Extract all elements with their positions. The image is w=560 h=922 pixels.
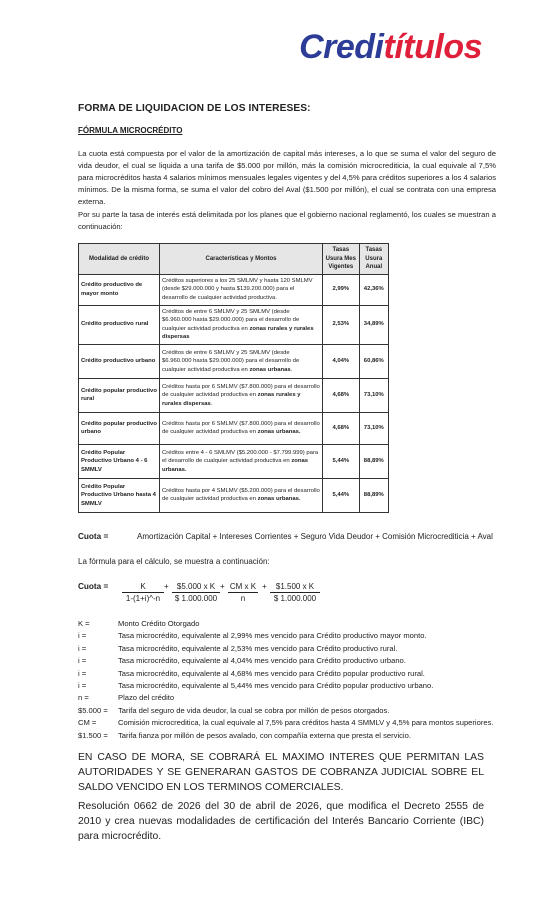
- table-row: [79, 478, 389, 512]
- plus-sign: +: [262, 582, 267, 591]
- table-row: [79, 344, 389, 378]
- variable-description: Tasa microcrédito, equivalente al 4,04% mes vencido para Crédito productivo urbano.: [118, 656, 406, 666]
- description-text: Créditos de entre 6 SMLMV y 25 SMLMV (desde $6.960.000 hasta $29.000.000) para el desarrollo de cualquier actividad productiva en: [162, 308, 300, 332]
- header-tasa-anual: Tasas Usura Anual: [359, 244, 388, 275]
- intro-paragraph: La cuota está compuesta por el valor de la amortización de capital más intereses, a lo que se suma el valor del seguro de vida deudor, el cual se liquida a una tarifa de $5.000 por millón, más la comisión microcrediticia, la cual equivale al 7,5% para microcréditos hasta 4 salarios mínimos mensuales legales vigentes y del 4,5% para créditos superiores a los 4 salarios mínimos. De la misma forma, se suma el valor del cobro del Aval ($1.500 por millón), el cual se contrata con una empresa externa.: [78, 149, 496, 206]
- description-cell: [160, 478, 323, 512]
- cuota-components: Amortización Capital + Intereses Corrientes + Seguro Vida Deudor + Comisión Microcrediticia + Aval: [137, 532, 493, 541]
- cuota-label-2: Cuota =: [78, 582, 109, 591]
- variable-description: Tasa microcrédito, equivalente al 2,53% mes vencido para Crédito productivo rural.: [118, 643, 398, 653]
- description-text: Créditos hasta por 6 SMLMV ($7.800.000) para el desarrollo de cualquier actividad productiva en: [162, 383, 320, 399]
- variable-row: [78, 655, 494, 667]
- variable-row: [78, 643, 494, 655]
- rate-month-cell: 4,04%: [323, 344, 360, 378]
- variable-row: [78, 668, 494, 680]
- modalidad-cell: Crédito popular productivo rural: [79, 378, 160, 412]
- description-zone: zonas urbanas: [249, 366, 291, 373]
- rate-month-cell: 4,68%: [323, 412, 360, 444]
- table-header-row: [79, 244, 389, 275]
- variable-row: [78, 630, 494, 642]
- variable-description: Plazo del crédito: [118, 693, 175, 703]
- table-row: [79, 274, 389, 305]
- variable-symbol: i =: [78, 656, 87, 666]
- description-zone: zonas urbanas.: [162, 458, 309, 473]
- term4-denominator: $ 1.000.000: [273, 594, 317, 603]
- header-modalidad: Modalidad de crédito: [79, 244, 160, 275]
- cuota-label-1: Cuota =: [78, 532, 109, 541]
- description-cell: [160, 378, 323, 412]
- rate-annual-cell: 42,36%: [359, 274, 388, 305]
- term-amortization: [122, 582, 164, 603]
- variable-row: [78, 680, 494, 692]
- description-cell: [160, 305, 323, 344]
- creditulos-logo: Creditítulos: [299, 28, 482, 66]
- variable-description: Monto Crédito Otorgado: [118, 619, 200, 628]
- rate-annual-cell: 88,89%: [359, 444, 388, 478]
- variable-row: [78, 730, 494, 742]
- description-tail: .: [290, 366, 293, 373]
- description-text: Créditos hasta por 4 SMLMV ($5.200.000) para el desarrollo de cualquier actividad productiva en: [162, 487, 320, 503]
- description-tail: .: [210, 400, 213, 407]
- rate-annual-cell: 73,10%: [359, 378, 388, 412]
- term3-denominator: n: [240, 594, 246, 603]
- description-cell: [160, 444, 323, 478]
- variable-description: Tasa microcrédito, equivalente al 2,99% mes vencido para Crédito productivo mayor monto.: [118, 631, 427, 641]
- variable-description: Tasa microcrédito, equivalente al 5,44% mes vencido para Crédito popular productivo urbano.: [118, 681, 434, 691]
- table-row: [79, 378, 389, 412]
- rates-intro-paragraph: Por su parte la tasa de interés está delimitada por los planes que el gobierno nacional reglamentó, los cuales se muestran a continuación:: [78, 210, 496, 231]
- resolution-notice: Resolución 0662 de 2026 del 30 de abril de 2026, que modifica el Decreto 2555 de 2010 y crea nuevas modalidades de certificación del Interés Bancario Corriente (IBC) para microcrédito.: [78, 801, 484, 843]
- variable-definitions: [78, 618, 494, 742]
- header-tasa-mes: Tasas Usura Mes Vigentes: [323, 244, 360, 275]
- page-title: FORMA DE LIQUIDACION DE LOS INTERESES:: [78, 103, 311, 114]
- formula-intro: La fórmula para el cálculo, se muestra a continuación:: [78, 557, 270, 566]
- variable-symbol: i =: [78, 668, 87, 678]
- term-insurance: [172, 582, 220, 603]
- variable-row: [78, 705, 494, 717]
- variable-row: [78, 717, 494, 729]
- description-cell: [160, 344, 323, 378]
- modalidad-cell: Crédito Popular Productivo Urbano 4 - 6 SMMLV: [79, 444, 160, 478]
- description-text: Créditos superiores a los 25 SMLMV y hasta 120 SMLMV (desde $29.000.000 y hasta $139.200.000) para el desarrollo de cualquier actividad productiva.: [162, 277, 313, 301]
- rate-month-cell: 5,44%: [323, 444, 360, 478]
- variable-symbol: i =: [78, 631, 87, 641]
- term-aval: [270, 582, 320, 603]
- plus-sign: +: [220, 582, 225, 591]
- modalidad-cell: Crédito productivo urbano: [79, 344, 160, 378]
- term2-numerator: $5.000 x K: [172, 582, 220, 593]
- variable-row: [78, 692, 494, 704]
- modalidad-cell: Crédito productivo de mayor monto: [79, 274, 160, 305]
- rate-month-cell: 4,68%: [323, 378, 360, 412]
- variable-symbol: $1.500 =: [78, 730, 108, 740]
- term1-denominator: 1-(1+i)^-n: [125, 594, 161, 603]
- modalidad-cell: Crédito productivo rural: [79, 305, 160, 344]
- table-row: [79, 444, 389, 478]
- header-caracteristicas: Características y Montos: [160, 244, 323, 275]
- rate-annual-cell: 88,89%: [359, 478, 388, 512]
- description-cell: [160, 274, 323, 305]
- description-text: Créditos entre 4 - 6 SMLMV ($5.200.000 - $7.799.999) para el desarrollo de cualquier actividad productiva en: [162, 449, 319, 465]
- variable-description: Tasa microcrédito, equivalente al 4,68% mes vencido para Crédito popular productivo rural.: [118, 668, 425, 678]
- description-cell: [160, 412, 323, 444]
- rate-month-cell: 2,53%: [323, 305, 360, 344]
- variable-symbol: $5.000 =: [78, 705, 108, 715]
- variable-row: [78, 618, 494, 630]
- rate-annual-cell: 73,10%: [359, 412, 388, 444]
- term1-numerator: K: [122, 582, 164, 593]
- description-zone: zonas rurales y rurales dispersas: [162, 392, 301, 407]
- description-zone: zonas rurales y rurales dispersas: [162, 325, 314, 341]
- variable-symbol: i =: [78, 643, 87, 653]
- description-zone: zonas urbanas.: [257, 429, 301, 436]
- rate-annual-cell: 34,89%: [359, 305, 388, 344]
- variable-symbol: n =: [78, 693, 89, 703]
- mora-notice: EN CASO DE MORA, SE COBRARÁ EL MAXIMO INTERES QUE PERMITAN LAS AUTORIDADES Y SE GENERARAN GASTOS DE COBRANZA JUDICIAL SOBRE EL SALDO VENCIDO EN LOS TERMINOS COMERCIALES.: [78, 752, 484, 794]
- variable-description: Tarifa del seguro de vida deudor, la cual se cobra por millón de pesos otorgados.: [118, 705, 390, 715]
- plus-sign: +: [164, 582, 169, 591]
- modalidad-cell: Crédito popular productivo urbano: [79, 412, 160, 444]
- description-text: Créditos hasta por 6 SMLMV ($7.800.000) para el desarrollo de cualquier actividad productiva en: [162, 420, 320, 436]
- description-text: Créditos de entre 6 SMLMV y 25 SMLMV (desde $6.960.000 hasta $29.000.000) para el desarrollo de cualquier actividad productiva en: [162, 349, 300, 373]
- variable-description: Tarifa fianza por millón de pesos avalado, con compañía externa que presta el servicio.: [118, 730, 411, 740]
- rate-month-cell: 5,44%: [323, 478, 360, 512]
- variable-description: Comisión microcreditica, la cual equivale al 7,5% para créditos hasta 4 SMMLV y 4,5% para montos superiores.: [118, 718, 494, 728]
- variable-symbol: CM =: [78, 718, 97, 728]
- table-row: [79, 305, 389, 344]
- table-row: [79, 412, 389, 444]
- term4-numerator: $1.500 x K: [270, 582, 320, 593]
- variable-symbol: i =: [78, 681, 87, 691]
- variable-symbol: K =: [78, 619, 90, 628]
- term-commission: [228, 582, 258, 603]
- term2-denominator: $ 1.000.000: [174, 594, 218, 603]
- rate-annual-cell: 60,86%: [359, 344, 388, 378]
- term3-numerator: CM x K: [229, 582, 257, 591]
- description-zone: zonas urbanas.: [257, 496, 301, 503]
- modalidad-cell: Crédito Popular Productivo Urbano hasta 4 SMMLV: [79, 478, 160, 512]
- section-subtitle: FÓRMULA MICROCRÉDITO: [78, 126, 183, 135]
- rates-table: [78, 243, 389, 513]
- rate-month-cell: 2,99%: [323, 274, 360, 305]
